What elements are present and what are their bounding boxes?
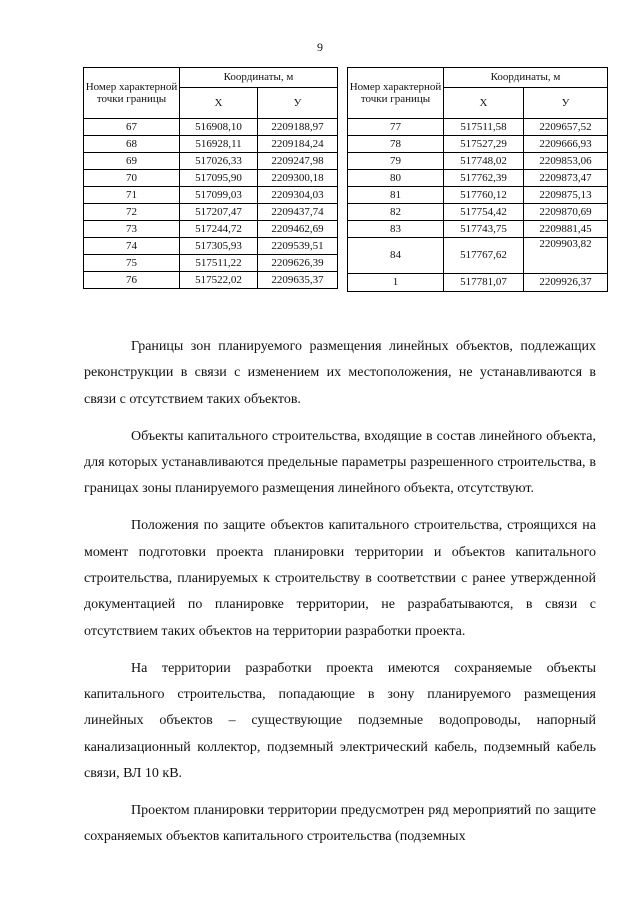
point-number-cell: 77 <box>348 119 444 136</box>
x-cell: 517748,02 <box>444 153 524 170</box>
table-row <box>84 170 338 187</box>
table-row <box>348 153 608 170</box>
paragraph: Проектом планировки территории предусмотрен ряд мероприятий по защите сохраняемых объектов капитального строительства (подземных <box>84 802 596 845</box>
y-cell: 2209870,69 <box>524 204 608 221</box>
y-cell: 2209873,47 <box>524 170 608 187</box>
header-coordinates: Координаты, м <box>180 68 338 88</box>
point-number-cell: 68 <box>84 136 180 153</box>
point-number-cell: 75 <box>84 255 180 272</box>
table-row <box>348 238 608 274</box>
x-cell: 517026,33 <box>180 153 258 170</box>
y-cell: 2209635,37 <box>258 272 338 289</box>
y-cell: 2209853,06 <box>524 153 608 170</box>
point-number-cell: 71 <box>84 187 180 204</box>
header-point-number: Номер характерной точки границы <box>84 68 180 119</box>
point-number-cell: 79 <box>348 153 444 170</box>
point-number-cell: 1 <box>348 274 444 292</box>
y-cell: 2209247,98 <box>258 153 338 170</box>
y-cell: 2209539,51 <box>258 238 338 255</box>
body-text <box>84 334 596 851</box>
table-row <box>348 274 608 292</box>
y-cell: 2209188,97 <box>258 119 338 136</box>
table-row <box>84 255 338 272</box>
table-row <box>348 221 608 238</box>
y-cell: 2209926,37 <box>524 274 608 292</box>
page-number: 9 <box>317 40 323 54</box>
x-cell: 517099,03 <box>180 187 258 204</box>
table-row <box>84 136 338 153</box>
x-cell: 517767,62 <box>444 238 524 274</box>
paragraph: Границы зон планируемого размещения линейных объектов, подлежащих реконструкции в связи с изменением их местоположения, не устанавливаются в связи с отсутствием таких объектов. <box>84 339 596 407</box>
x-cell: 517511,22 <box>180 255 258 272</box>
point-number-cell: 78 <box>348 136 444 153</box>
point-number-cell: 72 <box>84 204 180 221</box>
y-cell: 2209875,13 <box>524 187 608 204</box>
paragraph: На территории разработки проекта имеются сохраняемые объекты капитального строительства, попадающие в зону планируемого размещения линейных объектов – существующие подземные водопроводы, напорный канализационный коллектор, подземный электрический кабель, подземный кабель связи, ВЛ 10 кВ. <box>84 660 596 781</box>
point-number-cell: 74 <box>84 238 180 255</box>
table-row <box>348 187 608 204</box>
point-number-cell: 82 <box>348 204 444 221</box>
x-cell: 517762,39 <box>444 170 524 187</box>
y-cell: 2209903,82 <box>524 238 608 274</box>
paragraph: Положения по защите объектов капитального строительства, строящихся на момент подготовки проекта планировки территории и объектов капитального строительства, планируемых к строительству в соответствии с ранее утвержденной документацией по планировке территории, не разрабатываются, в связи с отсутствием таких объектов на территории разработки проекта. <box>84 518 596 639</box>
header-x: X <box>180 88 258 119</box>
header-y: У <box>524 88 608 119</box>
x-cell: 517760,12 <box>444 187 524 204</box>
table-row <box>84 238 338 255</box>
x-cell: 517743,75 <box>444 221 524 238</box>
y-cell: 2209462,69 <box>258 221 338 238</box>
y-cell: 2209184,24 <box>258 136 338 153</box>
x-cell: 517754,42 <box>444 204 524 221</box>
point-number-cell: 80 <box>348 170 444 187</box>
point-number-cell: 73 <box>84 221 180 238</box>
point-number-cell: 69 <box>84 153 180 170</box>
x-cell: 517305,93 <box>180 238 258 255</box>
table-row <box>84 272 338 289</box>
point-number-cell: 70 <box>84 170 180 187</box>
y-cell: 2209657,52 <box>524 119 608 136</box>
header-coordinates: Координаты, м <box>444 68 608 88</box>
paragraph: Объекты капитального строительства, входящие в состав линейного объекта, для которых устанавливаются предельные параметры разрешенного строительства, в границах зоны планируемого размещения линейного объекта, отсутствуют. <box>84 428 596 497</box>
y-cell: 2209437,74 <box>258 204 338 221</box>
y-cell: 2209666,93 <box>524 136 608 153</box>
y-cell: 2209626,39 <box>258 255 338 272</box>
x-cell: 517511,58 <box>444 119 524 136</box>
table-row <box>84 204 338 221</box>
coordinates-table-right <box>347 67 608 292</box>
table-row <box>84 187 338 204</box>
x-cell: 517527,29 <box>444 136 524 153</box>
table-row <box>84 119 338 136</box>
table-row <box>348 204 608 221</box>
header-point-number: Номер характерной точки границы <box>348 68 444 119</box>
table-row <box>84 153 338 170</box>
x-cell: 517095,90 <box>180 170 258 187</box>
table-row <box>348 170 608 187</box>
table-row <box>348 136 608 153</box>
table-row <box>348 119 608 136</box>
y-cell: 2209304,03 <box>258 187 338 204</box>
header-x: X <box>444 88 524 119</box>
y-cell: 2209300,18 <box>258 170 338 187</box>
x-cell: 517244,72 <box>180 221 258 238</box>
point-number-cell: 76 <box>84 272 180 289</box>
point-number-cell: 83 <box>348 221 444 238</box>
point-number-cell: 81 <box>348 187 444 204</box>
coordinates-table-left <box>83 67 338 289</box>
header-y: У <box>258 88 338 119</box>
table-row <box>84 221 338 238</box>
x-cell: 517781,07 <box>444 274 524 292</box>
x-cell: 516928,11 <box>180 136 258 153</box>
point-number-cell: 67 <box>84 119 180 136</box>
y-cell: 2209881,45 <box>524 221 608 238</box>
x-cell: 517522,02 <box>180 272 258 289</box>
x-cell: 517207,47 <box>180 204 258 221</box>
point-number-cell: 84 <box>348 238 444 274</box>
x-cell: 516908,10 <box>180 119 258 136</box>
